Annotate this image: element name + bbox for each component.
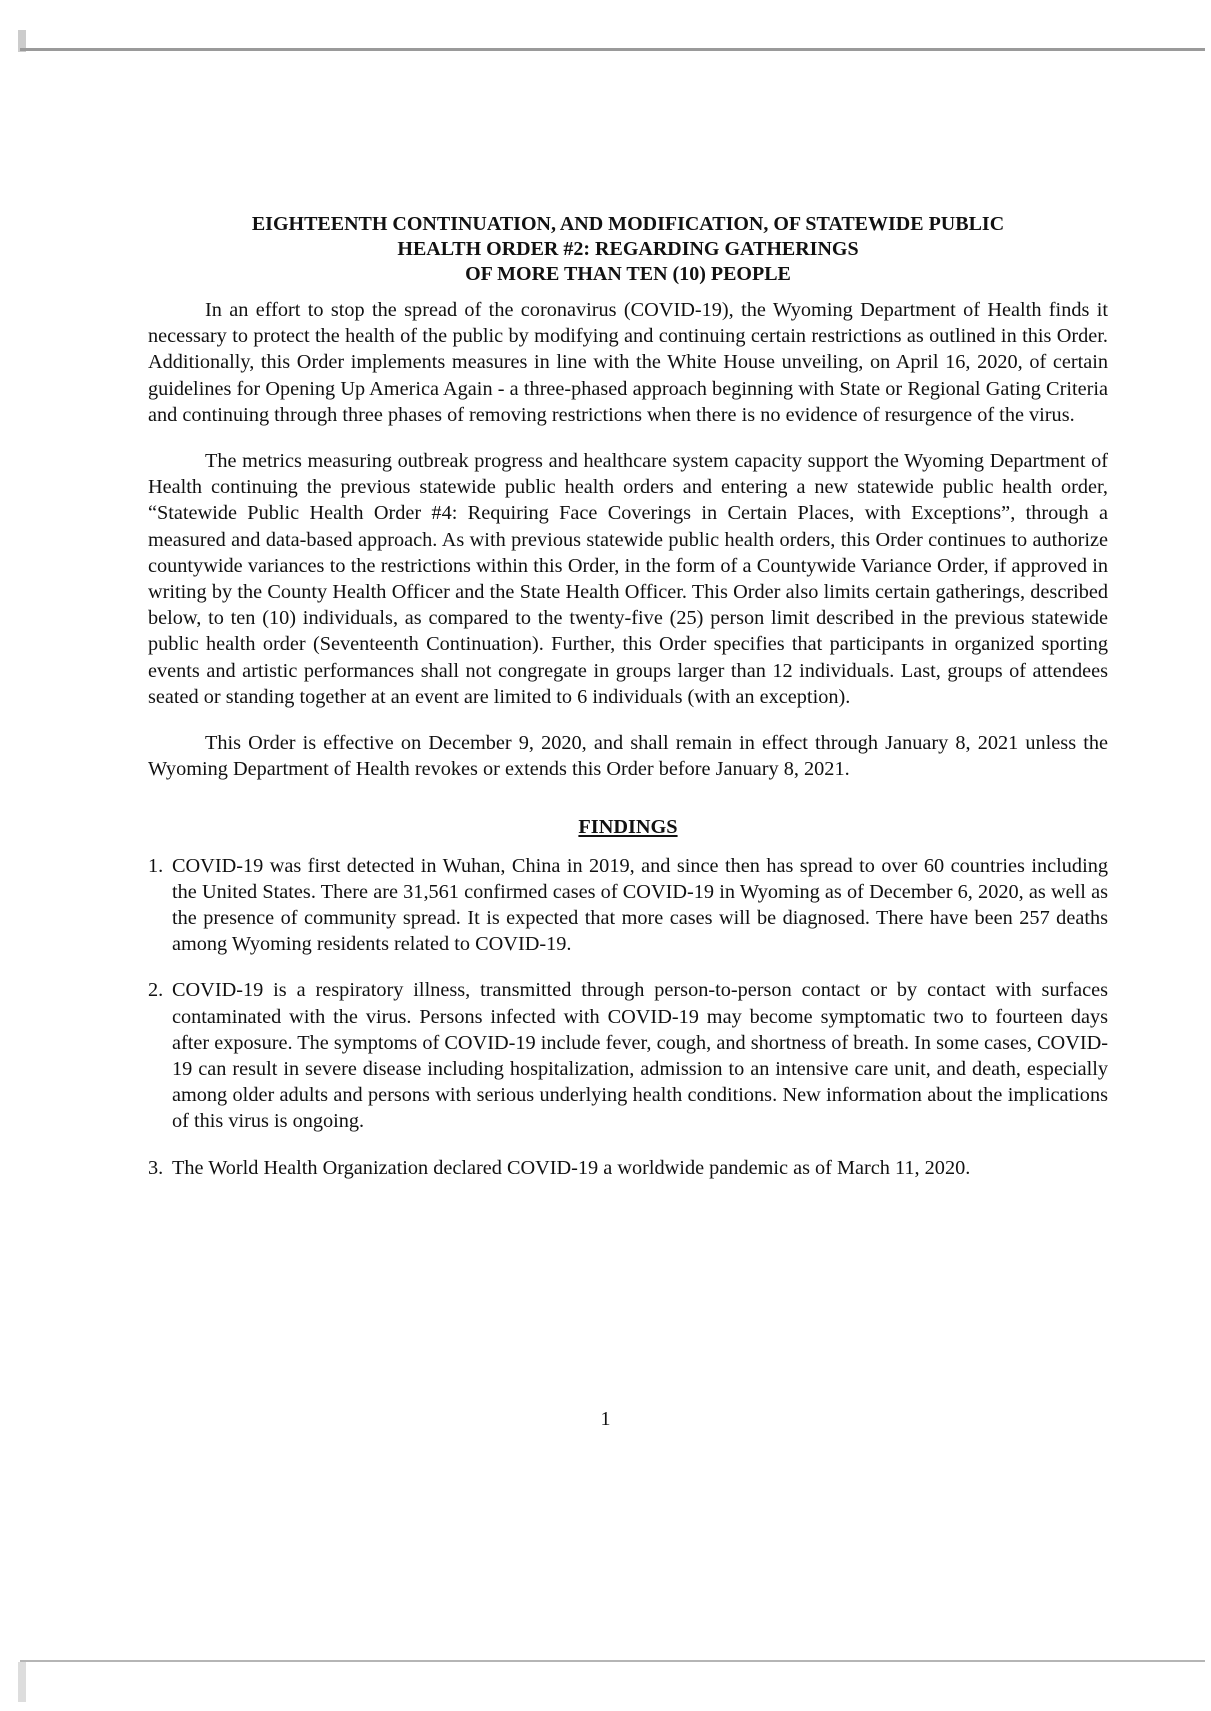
- page-number: 1: [600, 1408, 611, 1430]
- finding-text: COVID-19 was first detected in Wuhan, China in 2019, and since then has spread to over 60 countries including the United States. There are 31,561 confirmed cases of COVID-19 in Wyoming as of December 6, 2020, as well as the presence of community spread. It is expected that more cases will be diagnosed. There have been 257 deaths among Wyoming residents related to COVID-19.: [172, 854, 1108, 956]
- scan-edge-mark: [18, 1662, 26, 1702]
- document-title: [148, 212, 1108, 287]
- finding-text: COVID-19 is a respiratory illness, transmitted through person-to-person contact or by contact with surfaces contaminated with the virus. Persons infected with COVID-19 may become symptomatic two to fourteen days after exposure. The symptoms of COVID-19 include fever, cough, and shortness of breath. In some cases, COVID-19 can result in severe disease including hospitalization, admission to an intensive care unit, and death, especially among older adults and persons with serious underlying health conditions. New information about the implications of this virus is ongoing.: [172, 979, 1108, 1133]
- finding-item: [148, 853, 1108, 958]
- effective-date-paragraph: This Order is effective on December 9, 2020, and shall remain in effect through January 8, 2021 unless the Wyoming Department of Health revokes or extends this Order before January 8, 2021.: [148, 732, 1108, 781]
- intro-paragraph: In an effort to stop the spread of the coronavirus (COVID-19), the Wyoming Department of Health finds it necessary to protect the health of the public by modifying and continuing certain restrictions as outlined in this Order. Additionally, this Order implements measures in line with the White House unveiling, on April 16, 2020, of certain guidelines for Opening Up America Again - a three-phased approach beginning with State or Regional Gating Criteria and continuing through three phases of removing restrictions when there is no evidence of resurgence of the virus.: [148, 299, 1108, 426]
- scan-top-rule: [20, 48, 1205, 51]
- finding-number: 2.: [148, 979, 164, 1002]
- metrics-paragraph: The metrics measuring outbreak progress and healthcare system capacity support the Wyoming Department of Health continuing the previous statewide public health orders and entering a new statewide public health order, “Statewide Public Health Order #4: Requiring Face Coverings in Certain Places, with Exceptions”, through a measured and data-based approach. As with previous statewide public health orders, this Order continues to authorize countywide variances to the restrictions within this Order, in the form of a Countywide Variance Order, if approved in writing by the County Health Officer and the State Health Officer. This Order also limits certain gatherings, described below, to ten (10) individuals, as compared to the twenty-five (25) person limit described in the previous statewide public health order (Seventeenth Continuation). Further, this Order specifies that participants in organized sporting events and artistic performances shall not congregate in groups larger than 12 individuals. Last, groups of attendees seated or standing together at an event are limited to 6 individuals (with an exception).: [148, 450, 1108, 708]
- finding-item: [148, 977, 1108, 1134]
- finding-item: [148, 1155, 1108, 1181]
- title-line: EIGHTEENTH CONTINUATION, AND MODIFICATION, OF STATEWIDE PUBLIC: [251, 213, 1005, 235]
- finding-number: 1.: [148, 854, 164, 877]
- findings-heading: FINDINGS: [578, 816, 678, 839]
- finding-text: The World Health Organization declared COVID-19 a worldwide pandemic as of March 11, 2020.: [172, 1156, 971, 1179]
- finding-number: 3.: [148, 1156, 164, 1179]
- title-line: HEALTH ORDER #2: REGARDING GATHERINGS: [397, 238, 859, 260]
- scan-bottom-rule: [20, 1660, 1205, 1662]
- document-body: [148, 212, 1108, 1201]
- title-line: OF MORE THAN TEN (10) PEOPLE: [465, 263, 791, 285]
